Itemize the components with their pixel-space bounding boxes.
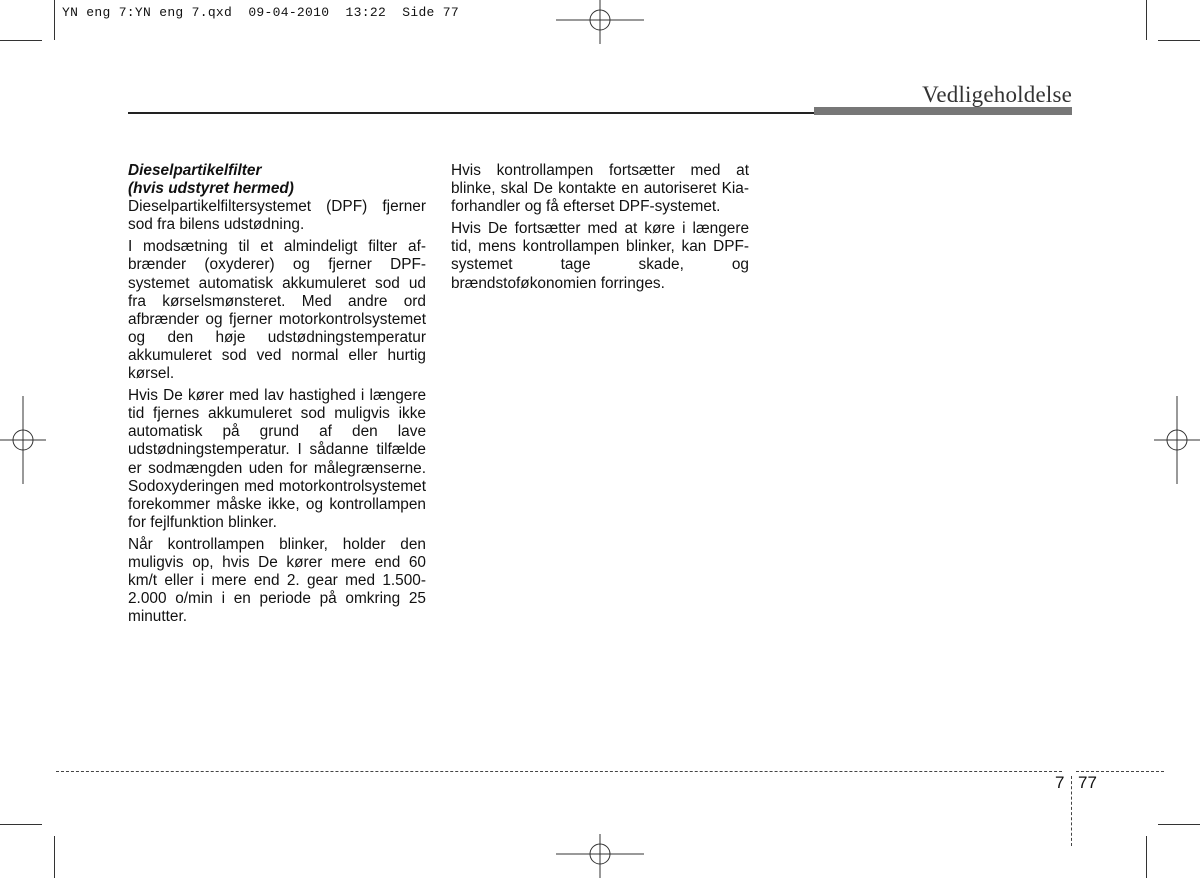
crop-mark — [54, 836, 55, 878]
paragraph: Dieselpartikelfiltersystemet (DPF) fjerner sod fra bilens udstødning. — [128, 198, 426, 234]
file-slug-line: YN eng 7:YN eng 7.qxd 09-04-2010 13:22 Side 77 — [62, 5, 459, 20]
footer-dashed-rule-right — [1076, 771, 1164, 772]
crop-mark — [1158, 824, 1200, 825]
crop-mark — [1146, 836, 1147, 878]
registration-mark-icon — [556, 834, 644, 878]
left-column — [128, 162, 426, 630]
crop-mark — [1158, 40, 1200, 41]
paragraph: Hvis kontrollampen fortsætter med at blinke, skal De kontakte en autoriseret Kia-forhandler og få efterset DPF-systemet. — [451, 162, 749, 216]
right-column — [451, 162, 749, 297]
header-rule-accent — [814, 107, 1072, 115]
crop-mark — [0, 40, 42, 41]
registration-mark-icon — [0, 396, 46, 484]
chapter-number: 7 — [1055, 773, 1065, 792]
paragraph: I modsætning til et almindeligt filter afbrænder (oxyderer) og fjerner DPF-systemet automatisk akkumuleret sod ud fra kørselsmønsteret. Med andre ord afbrænder og fjerner motorkontrolsystemet og den høje udstødningstemperatur akkumuleret sod ved normal eller hurtig kørsel. — [128, 238, 426, 383]
crop-mark — [54, 0, 55, 40]
paragraph: Hvis De kører med lav hastighed i længere tid fjernes akkumuleret sod muligvis ikke automatisk på grund af den lave udstødningstemperatur. I sådanne tilfælde er sodmængden uden for målegrænserne. Sodoxyderingen med motorkontrolsystemet forekommer måske ikke, og kontrollampen for fejlfunktion blinker. — [128, 387, 426, 531]
page-number: 77 — [1078, 773, 1097, 792]
paragraph: Når kontrollampen blinker, holder den muligvis op, hvis De kører mere end 60 km/t eller i mere end 2. gear med 1.500-2.000 o/min i en periode på omkring 25 minutter. — [128, 535, 426, 626]
paragraph: Hvis De fortsætter med at køre i længere tid, mens kontrollampen blinker, kan DPF-systemet tage skade, og brændstoføkonomien forringes. — [451, 220, 749, 292]
heading-line-2: (hvis udstyret hermed) — [128, 180, 294, 198]
footer-dashed-divider — [1071, 776, 1072, 846]
crop-mark — [1146, 0, 1147, 40]
registration-mark-icon — [1154, 396, 1200, 484]
heading-line-1: Dieselpartikelfilter — [128, 162, 262, 179]
registration-mark-icon — [556, 0, 644, 44]
footer-dashed-rule — [56, 771, 1062, 772]
section-title: Vedligeholdelse — [922, 82, 1072, 107]
header-rule — [128, 112, 814, 114]
crop-mark — [0, 824, 42, 825]
